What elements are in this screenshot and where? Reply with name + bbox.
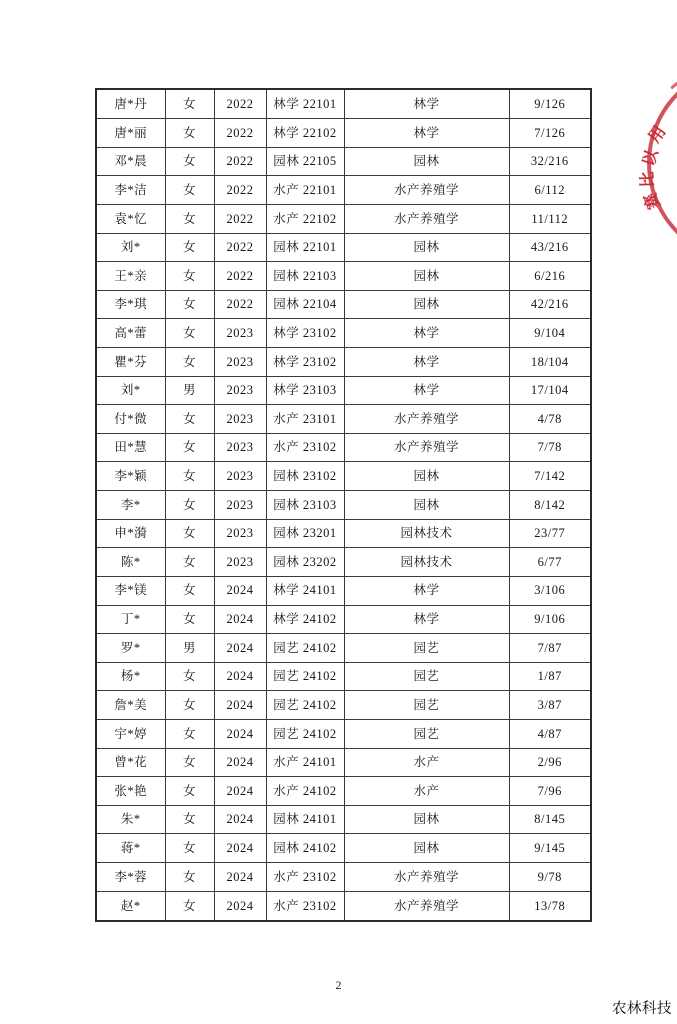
cell-major: 水产 (344, 777, 509, 806)
cell-gender: 女 (165, 89, 214, 119)
cell-major: 林学 (344, 576, 509, 605)
cell-year: 2023 (214, 376, 266, 405)
cell-rank: 6/216 (509, 262, 591, 291)
cell-rank: 13/78 (509, 891, 591, 921)
cell-major: 林学 (344, 376, 509, 405)
cell-major: 园林 (344, 805, 509, 834)
cell-year: 2024 (214, 605, 266, 634)
table-row (96, 691, 591, 720)
cell-gender: 女 (165, 519, 214, 548)
cell-gender: 女 (165, 405, 214, 434)
cell-major: 园林 (344, 491, 509, 520)
cell-major: 园林 (344, 834, 509, 863)
cell-major: 水产养殖学 (344, 891, 509, 921)
cell-rank: 7/126 (509, 119, 591, 148)
cell-gender: 女 (165, 605, 214, 634)
cell-major: 园艺 (344, 662, 509, 691)
cell-year: 2022 (214, 119, 266, 148)
cell-rank: 8/145 (509, 805, 591, 834)
cell-name: 邓*晨 (96, 147, 165, 176)
cell-major: 园林 (344, 147, 509, 176)
cell-rank: 7/142 (509, 462, 591, 491)
table-row (96, 777, 591, 806)
cell-year: 2023 (214, 405, 266, 434)
student-table (95, 88, 592, 922)
cell-name: 詹*美 (96, 691, 165, 720)
cell-year: 2024 (214, 891, 266, 921)
cell-gender: 女 (165, 719, 214, 748)
page-number: 2 (335, 978, 342, 992)
cell-gender: 女 (165, 891, 214, 921)
cell-gender: 女 (165, 147, 214, 176)
cell-class: 水产 23102 (266, 433, 344, 462)
cell-year: 2023 (214, 519, 266, 548)
table-row (96, 491, 591, 520)
cell-class: 林学 23102 (266, 319, 344, 348)
cell-rank: 32/216 (509, 147, 591, 176)
cell-rank: 9/106 (509, 605, 591, 634)
cell-class: 园林 23202 (266, 548, 344, 577)
cell-rank: 6/77 (509, 548, 591, 577)
cell-name: 李*镁 (96, 576, 165, 605)
table-row (96, 634, 591, 663)
cell-year: 2024 (214, 748, 266, 777)
table-row (96, 233, 591, 262)
seal-character: 比 (639, 171, 657, 188)
cell-name: 曾*花 (96, 748, 165, 777)
cell-class: 园林 24101 (266, 805, 344, 834)
cell-name: 刘* (96, 233, 165, 262)
cell-class: 林学 24102 (266, 605, 344, 634)
cell-class: 水产 22102 (266, 205, 344, 234)
cell-class: 园林 23102 (266, 462, 344, 491)
seal-mark-icon (670, 81, 677, 89)
table-row (96, 262, 591, 291)
cell-class: 水产 23101 (266, 405, 344, 434)
cell-year: 2024 (214, 691, 266, 720)
seal-character: 以 (640, 148, 662, 169)
cell-class: 水产 22101 (266, 176, 344, 205)
seal-character: 用 (646, 123, 670, 147)
cell-gender: 女 (165, 863, 214, 892)
cell-year: 2024 (214, 719, 266, 748)
table-row (96, 89, 591, 119)
table-row (96, 376, 591, 405)
cell-major: 园艺 (344, 634, 509, 663)
cell-rank: 9/104 (509, 319, 591, 348)
cell-class: 林学 23102 (266, 348, 344, 377)
cell-major: 园林技术 (344, 519, 509, 548)
cell-rank: 6/112 (509, 176, 591, 205)
table-row (96, 147, 591, 176)
cell-rank: 7/96 (509, 777, 591, 806)
cell-year: 2024 (214, 777, 266, 806)
cell-name: 宇*婷 (96, 719, 165, 748)
cell-major: 园艺 (344, 691, 509, 720)
table-row (96, 576, 591, 605)
cell-class: 林学 24101 (266, 576, 344, 605)
cell-rank: 4/87 (509, 719, 591, 748)
cell-name: 陈* (96, 548, 165, 577)
cell-gender: 女 (165, 576, 214, 605)
cell-gender: 女 (165, 433, 214, 462)
table-row (96, 863, 591, 892)
cell-name: 田*慧 (96, 433, 165, 462)
cell-rank: 2/96 (509, 748, 591, 777)
cell-rank: 9/78 (509, 863, 591, 892)
cell-class: 水产 24101 (266, 748, 344, 777)
cell-major: 林学 (344, 319, 509, 348)
cell-class: 园艺 24102 (266, 662, 344, 691)
cell-class: 园林 22103 (266, 262, 344, 291)
table-row (96, 319, 591, 348)
table-row (96, 662, 591, 691)
cell-name: 李*颖 (96, 462, 165, 491)
cell-major: 水产养殖学 (344, 205, 509, 234)
cell-class: 林学 23103 (266, 376, 344, 405)
table-row (96, 891, 591, 921)
cell-name: 丁* (96, 605, 165, 634)
cell-class: 园林 23201 (266, 519, 344, 548)
cell-year: 2023 (214, 433, 266, 462)
cell-name: 刘* (96, 376, 165, 405)
table-row (96, 719, 591, 748)
cell-name: 付*微 (96, 405, 165, 434)
cell-major: 林学 (344, 605, 509, 634)
cell-gender: 女 (165, 834, 214, 863)
cell-class: 水产 23102 (266, 863, 344, 892)
cell-gender: 女 (165, 290, 214, 319)
seal-character: 赛 (641, 190, 664, 212)
cell-class: 园林 22105 (266, 147, 344, 176)
cell-year: 2022 (214, 233, 266, 262)
cell-gender: 女 (165, 176, 214, 205)
cell-year: 2023 (214, 548, 266, 577)
cell-year: 2022 (214, 147, 266, 176)
cell-class: 水产 24102 (266, 777, 344, 806)
cell-rank: 7/87 (509, 634, 591, 663)
cell-gender: 女 (165, 233, 214, 262)
cell-major: 水产 (344, 748, 509, 777)
cell-rank: 43/216 (509, 233, 591, 262)
table-row (96, 519, 591, 548)
table-row (96, 290, 591, 319)
table-row (96, 834, 591, 863)
cell-name: 赵* (96, 891, 165, 921)
cell-year: 2022 (214, 205, 266, 234)
table-row (96, 176, 591, 205)
cell-gender: 女 (165, 805, 214, 834)
cell-gender: 女 (165, 777, 214, 806)
student-table-body (96, 89, 591, 921)
cell-name: 罗* (96, 634, 165, 663)
red-seal-stamp (640, 60, 677, 240)
cell-gender: 女 (165, 319, 214, 348)
table-row (96, 205, 591, 234)
cell-gender: 女 (165, 205, 214, 234)
cell-major: 园艺 (344, 719, 509, 748)
cell-gender: 女 (165, 119, 214, 148)
cell-name: 李*洁 (96, 176, 165, 205)
cell-major: 园林 (344, 262, 509, 291)
cell-gender: 女 (165, 748, 214, 777)
cell-rank: 11/112 (509, 205, 591, 234)
cell-gender: 女 (165, 491, 214, 520)
footer-brand: 农林科技 (612, 1001, 672, 1017)
cell-class: 园林 23103 (266, 491, 344, 520)
cell-major: 水产养殖学 (344, 405, 509, 434)
cell-name: 朱* (96, 805, 165, 834)
cell-major: 园林 (344, 290, 509, 319)
cell-rank: 3/106 (509, 576, 591, 605)
cell-year: 2024 (214, 805, 266, 834)
cell-year: 2022 (214, 89, 266, 119)
cell-name: 高*蕾 (96, 319, 165, 348)
table-row (96, 805, 591, 834)
cell-class: 园林 22104 (266, 290, 344, 319)
cell-year: 2023 (214, 319, 266, 348)
cell-name: 杨* (96, 662, 165, 691)
cell-class: 园艺 24102 (266, 719, 344, 748)
cell-major: 园林 (344, 233, 509, 262)
cell-rank: 9/145 (509, 834, 591, 863)
table-row (96, 605, 591, 634)
cell-name: 蒋* (96, 834, 165, 863)
table-row (96, 433, 591, 462)
cell-name: 王*亲 (96, 262, 165, 291)
cell-rank: 23/77 (509, 519, 591, 548)
cell-name: 张*艳 (96, 777, 165, 806)
cell-class: 水产 23102 (266, 891, 344, 921)
cell-rank: 8/142 (509, 491, 591, 520)
cell-class: 园林 22101 (266, 233, 344, 262)
cell-major: 林学 (344, 348, 509, 377)
cell-gender: 男 (165, 634, 214, 663)
cell-rank: 1/87 (509, 662, 591, 691)
cell-class: 林学 22102 (266, 119, 344, 148)
cell-name: 瞿*芬 (96, 348, 165, 377)
cell-rank: 9/126 (509, 89, 591, 119)
cell-gender: 女 (165, 691, 214, 720)
seal-ring-icon (647, 63, 677, 263)
cell-class: 园艺 24102 (266, 691, 344, 720)
cell-year: 2024 (214, 634, 266, 663)
cell-name: 袁*忆 (96, 205, 165, 234)
cell-name: 李* (96, 491, 165, 520)
table-row (96, 748, 591, 777)
cell-major: 水产养殖学 (344, 176, 509, 205)
cell-rank: 18/104 (509, 348, 591, 377)
cell-name: 唐*丹 (96, 89, 165, 119)
cell-name: 申*漪 (96, 519, 165, 548)
cell-name: 唐*丽 (96, 119, 165, 148)
cell-gender: 女 (165, 462, 214, 491)
cell-class: 林学 22101 (266, 89, 344, 119)
cell-gender: 女 (165, 262, 214, 291)
cell-year: 2023 (214, 491, 266, 520)
cell-gender: 女 (165, 548, 214, 577)
cell-name: 李*蓉 (96, 863, 165, 892)
table-row (96, 462, 591, 491)
cell-major: 园林 (344, 462, 509, 491)
cell-major: 水产养殖学 (344, 863, 509, 892)
cell-major: 林学 (344, 119, 509, 148)
cell-year: 2023 (214, 462, 266, 491)
cell-class: 园林 24102 (266, 834, 344, 863)
cell-major: 林学 (344, 89, 509, 119)
table-row (96, 119, 591, 148)
cell-rank: 42/216 (509, 290, 591, 319)
table-row (96, 348, 591, 377)
cell-class: 园艺 24102 (266, 634, 344, 663)
table-row (96, 405, 591, 434)
cell-rank: 4/78 (509, 405, 591, 434)
cell-year: 2024 (214, 834, 266, 863)
cell-year: 2022 (214, 262, 266, 291)
table-row (96, 548, 591, 577)
cell-major: 水产养殖学 (344, 433, 509, 462)
cell-gender: 女 (165, 348, 214, 377)
cell-gender: 男 (165, 376, 214, 405)
cell-name: 李*琪 (96, 290, 165, 319)
cell-rank: 17/104 (509, 376, 591, 405)
cell-year: 2024 (214, 662, 266, 691)
cell-year: 2022 (214, 176, 266, 205)
cell-rank: 7/78 (509, 433, 591, 462)
cell-year: 2022 (214, 290, 266, 319)
cell-year: 2023 (214, 348, 266, 377)
cell-gender: 女 (165, 662, 214, 691)
cell-year: 2024 (214, 863, 266, 892)
cell-year: 2024 (214, 576, 266, 605)
cell-major: 园林技术 (344, 548, 509, 577)
cell-rank: 3/87 (509, 691, 591, 720)
